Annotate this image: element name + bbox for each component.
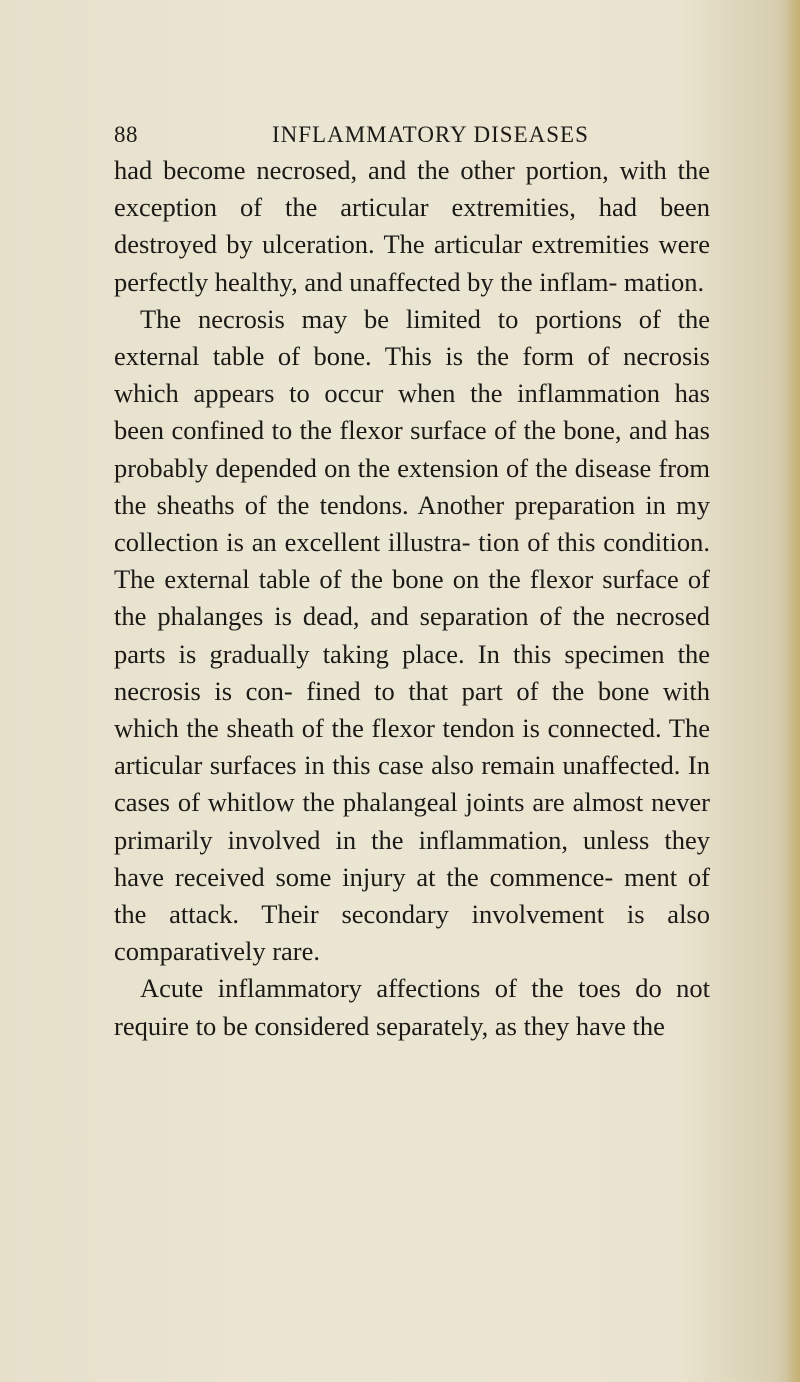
paragraph-necrosis: The necrosis may be limited to portions of the external table of bone. This is the form of necrosis which appears to occur when the inflammation has been confined to the flexor surface of the bone, and has probably depended on the extension of the disease from the sheaths of the tendons. Another preparation in my collection is an excellent illustra- tion of this condition. The external table of the bone on the flexor surface of the phalanges is dead, and separation of the necrosed parts is gradually taking place. In this specimen the necrosis is con- fined to that part of the bone with which the sheath of the flexor tendon is connected. The articular surfaces in this case also remain unaffected. In cases of whitlow the phalangeal joints are almost never primarily involved in the inflammation, unless they have received some injury at the commence- ment of the attack. Their secondary involvement is also comparatively rare.	[114, 303, 710, 967]
running-head	[114, 122, 694, 154]
page-edge-shadow	[786, 0, 800, 1382]
body-text	[114, 152, 710, 1045]
paragraph-continued: had become necrosed, and the other portion, with the exception of the articular extremities, had been destroyed by ulceration. The articular extremities were perfectly healthy, and unaffected by the inflam- mation.	[114, 155, 710, 297]
page-number: 88	[114, 122, 138, 147]
paragraph-toes: Acute inflammatory affections of the toes do not require to be considered separately, as they have the	[114, 973, 710, 1041]
running-title: INFLAMMATORY DISEASES	[272, 122, 589, 147]
